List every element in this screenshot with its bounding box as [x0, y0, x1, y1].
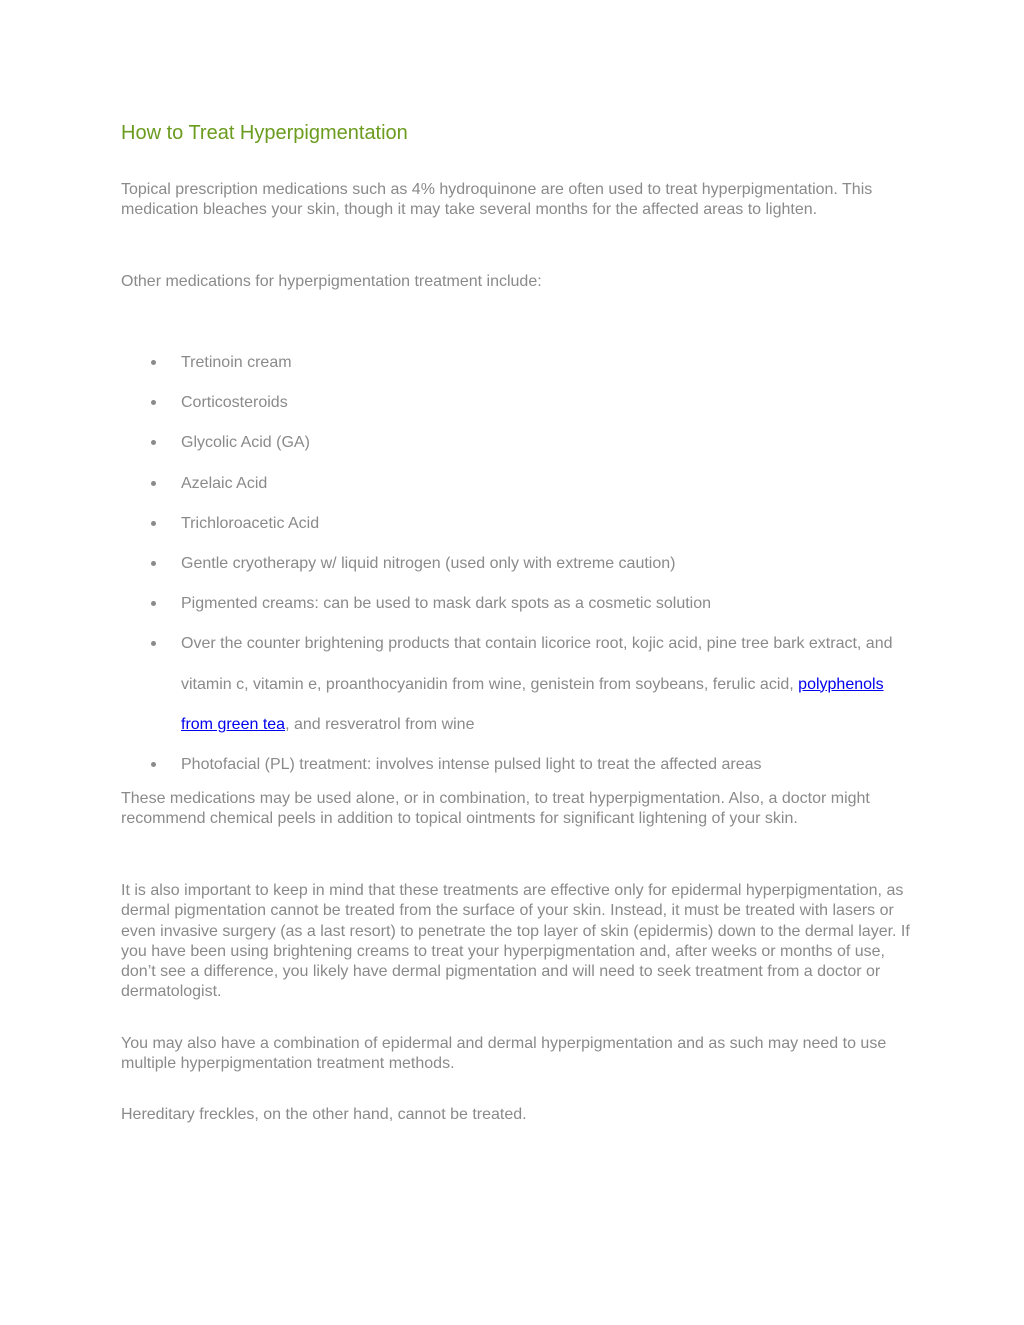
- list-item-text: Photofacial (PL) treatment: involves intense pulsed light to treat the affected areas: [181, 756, 762, 774]
- list-item: [121, 544, 911, 584]
- green-tea-polyphenols-link[interactable]: polyphenols from green tea: [181, 675, 884, 733]
- list-item: [121, 464, 911, 504]
- list-item: [121, 423, 911, 463]
- otc-text-before-link: Over the counter brightening products that contain licorice root, kojic acid, pine tree bark extract, and vitamin c, vitamin e, proanthocyanidin from wine, genistein from soybeans, ferulic acid,: [181, 635, 893, 693]
- bullet-icon: [151, 762, 156, 767]
- treatment-list: [121, 343, 911, 785]
- bullet-icon: [151, 360, 156, 365]
- list-item: [121, 383, 911, 423]
- bullet-icon: [151, 521, 156, 526]
- bullet-icon: [151, 641, 156, 646]
- bullet-icon: [151, 400, 156, 405]
- list-item-otc-products: [121, 624, 911, 745]
- closing-paragraph-1: These medications may be used alone, or in combination, to treat hyperpigmentation. Also, a doctor might recommend chemical peels in addition to topical ointments for significant lightening of your skin.: [121, 790, 870, 828]
- list-item: [121, 504, 911, 544]
- list-item: [121, 584, 911, 624]
- list-item-text: Tretinoin cream: [181, 354, 292, 371]
- closing-paragraph-3: You may also have a combination of epidermal and dermal hyperpigmentation and as such may need to use multiple hyperpigmentation treatment methods.: [121, 1035, 887, 1073]
- list-item-text: Azelaic Acid: [181, 474, 268, 492]
- list-item-text: Pigmented creams: can be used to mask dark spots as a cosmetic solution: [181, 595, 712, 613]
- bullet-icon: [151, 440, 156, 445]
- bullet-icon: [151, 561, 156, 566]
- bullet-icon: [151, 481, 156, 486]
- list-item-text: Gentle cryotherapy w/ liquid nitrogen (used only with extreme caution): [181, 555, 676, 573]
- list-item-text: Trichloroacetic Acid: [181, 514, 320, 532]
- list-item-text: Corticosteroids: [181, 394, 288, 412]
- list-item: [121, 343, 911, 383]
- intro-paragraph-2: Other medications for hyperpigmentation treatment include:: [121, 273, 542, 290]
- closing-paragraph-4: Hereditary freckles, on the other hand, cannot be treated.: [121, 1106, 527, 1123]
- list-item: [121, 745, 911, 785]
- closing-paragraph-2: It is also important to keep in mind that these treatments are effective only for epidermal hyperpigmentation, as dermal pigmentation cannot be treated from the surface of your skin. Instead, it must be treated with lasers or even invasive surgery (as a last resort) to penetrate the top layer of skin (epidermis) down to the dermal layer. If you have been using brightening creams to treat your hyperpigmentation and, after weeks or months of use, don’t see a difference, you likely have dermal pigmentation and will need to seek treatment from a doctor or dermatologist.: [121, 882, 910, 1001]
- intro-paragraph-1: Topical prescription medications such as 4% hydroquinone are often used to treat hyperpigmentation. This medication bleaches your skin, though it may take several months for the affected areas to lighten.: [121, 181, 873, 219]
- otc-text-after-link: , and resveratrol from wine: [285, 715, 475, 733]
- list-item-text: Glycolic Acid (GA): [181, 434, 310, 452]
- page-title: How to Treat Hyperpigmentation: [121, 122, 408, 144]
- bullet-icon: [151, 601, 156, 606]
